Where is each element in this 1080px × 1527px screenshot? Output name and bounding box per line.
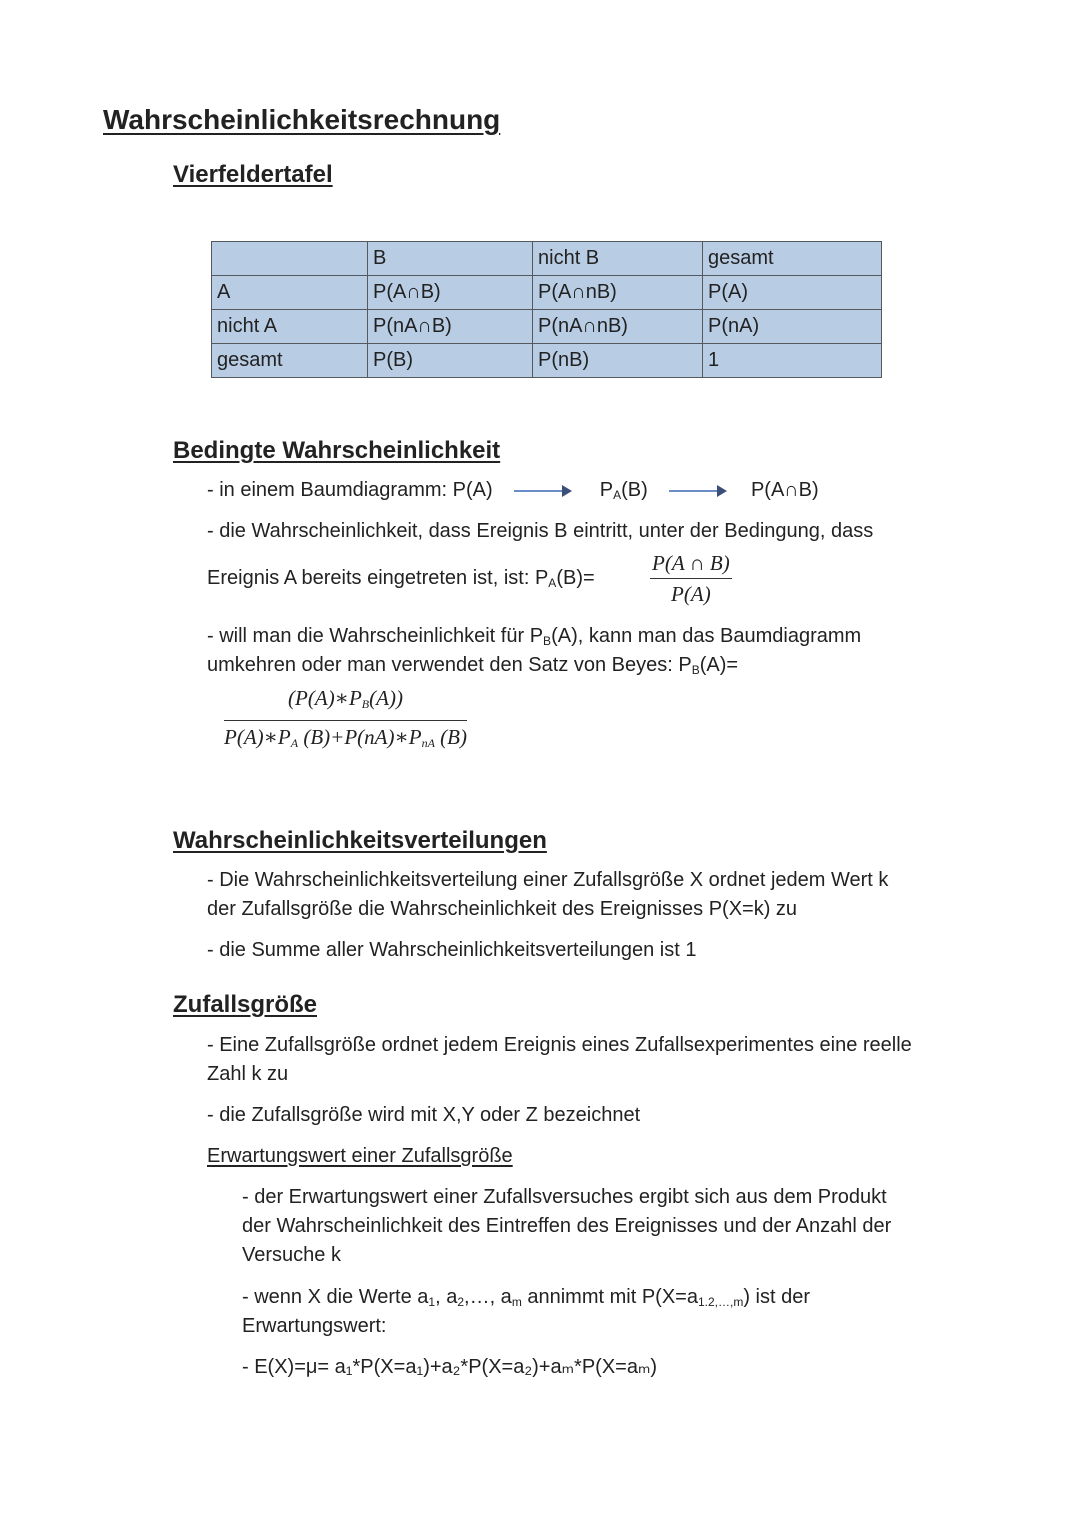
bedingte-line2: Ereignis A bereits eingetreten ist, ist: $P_A(B)=$ [207,567,595,590]
subheading-erwartungswert: Erwartungswert einer Zufallsgröße [207,1145,513,1167]
beyes-line2: umkehren oder man verwendet den Satz von Beyes: $P_B(A)=$ [207,654,739,677]
table-row [212,344,882,378]
beyes-line1: - will man die Wahrscheinlichkeit für $P_B(A)$, kann man das Baumdiagramm [207,625,862,648]
arrow-right-icon [669,490,725,492]
table-cell: P(A) [703,276,882,310]
table-cell: P(A∩nB) [533,276,703,310]
fraction-numerator: P(A ∩ B) [650,550,732,579]
heading-verteilungen: Wahrscheinlichkeitsverteilungen [173,827,547,854]
heading-vierfeldertafel: Vierfeldertafel [173,161,333,188]
heading-bedingte: Bedingte Wahrscheinlichkeit [173,437,501,464]
table-cell [212,242,368,276]
table-cell: P(nB) [533,344,703,378]
baum-end: P(A∩B) [750,479,819,501]
table-cell: gesamt [212,344,368,378]
zufallsgroesse-p2: - die Zufallsgröße wird mit X,Y oder Z bezeichnet [207,1104,641,1126]
table-cell: P(B) [368,344,533,378]
table-cell: gesamt [703,242,882,276]
table-cell: P(nA∩B) [368,310,533,344]
table-row [212,276,882,310]
table-cell: nicht B [533,242,703,276]
erwartungswert-p1-line3: Versuche k [242,1244,341,1266]
vierfeldertafel-table [211,241,882,378]
table-cell: P(nA) [703,310,882,344]
erwartungswert-p2-line1: - wenn X die Werte $a_1$, $a_2,\dots$, $a_m$ annimmt mit $P(X=a_{1.2,\dots,m})$ ist der [242,1286,811,1309]
baum-mid: $P_A(B)$ [599,479,648,502]
baum-label: - in einem Baumdiagramm: P(A) [207,479,493,501]
page-title: Wahrscheinlichkeitsrechnung [103,104,501,135]
table-row [212,310,882,344]
beyes-fraction [224,684,467,757]
erwartungswert-p2-line2: Erwartungswert: [242,1315,387,1337]
table-cell: nicht A [212,310,368,344]
erwartungswert-formula: - E(X)=μ= a₁*P(X=a₁)+a₂*P(X=a₂)+aₘ*P(X=aₘ) [242,1356,658,1378]
fraction-denominator: $P(A)∗P_A$ $(B)+P(nA)∗P_{nA}$ (B) [224,725,467,750]
verteilungen-p1-line1: - Die Wahrscheinlichkeitsverteilung einer Zufallsgröße X ordnet jedem Wert k [207,869,889,891]
arrow-right-icon [514,490,570,492]
zufallsgroesse-p1-line2: Zahl k zu [207,1063,289,1085]
fraction-denominator: P(A) [671,582,711,606]
verteilungen-p2: - die Summe aller Wahrscheinlichkeitsverteilungen ist 1 [207,939,697,961]
heading-zufallsgroesse: Zufallsgröße [173,991,318,1018]
bedingte-line1: - die Wahrscheinlichkeit, dass Ereignis B eintritt, unter der Bedingung, dass [207,520,874,542]
erwartungswert-p1-line1: - der Erwartungswert einer Zufallsversuches ergibt sich aus dem Produkt [242,1186,887,1208]
table-cell: A [212,276,368,310]
table-cell: P(A∩B) [368,276,533,310]
verteilungen-p1-line2: der Zufallsgröße die Wahrscheinlichkeit des Ereignisses P(X=k) zu [207,898,798,920]
table-row [212,242,882,276]
zufallsgroesse-p1-line1: - Eine Zufallsgröße ordnet jedem Ereignis eines Zufallsexperimentes eine reelle [207,1034,912,1056]
fraction-numerator: $(P(A)∗P_B(A))$ [224,684,467,721]
table-cell: P(nA∩nB) [533,310,703,344]
table-cell: B [368,242,533,276]
erwartungswert-p1-line2: der Wahrscheinlichkeit des Eintreffen des Ereignisses und der Anzahl der [242,1215,892,1237]
baumdiagramm-line [207,476,819,510]
table-cell: 1 [703,344,882,378]
conditional-fraction [650,550,732,607]
